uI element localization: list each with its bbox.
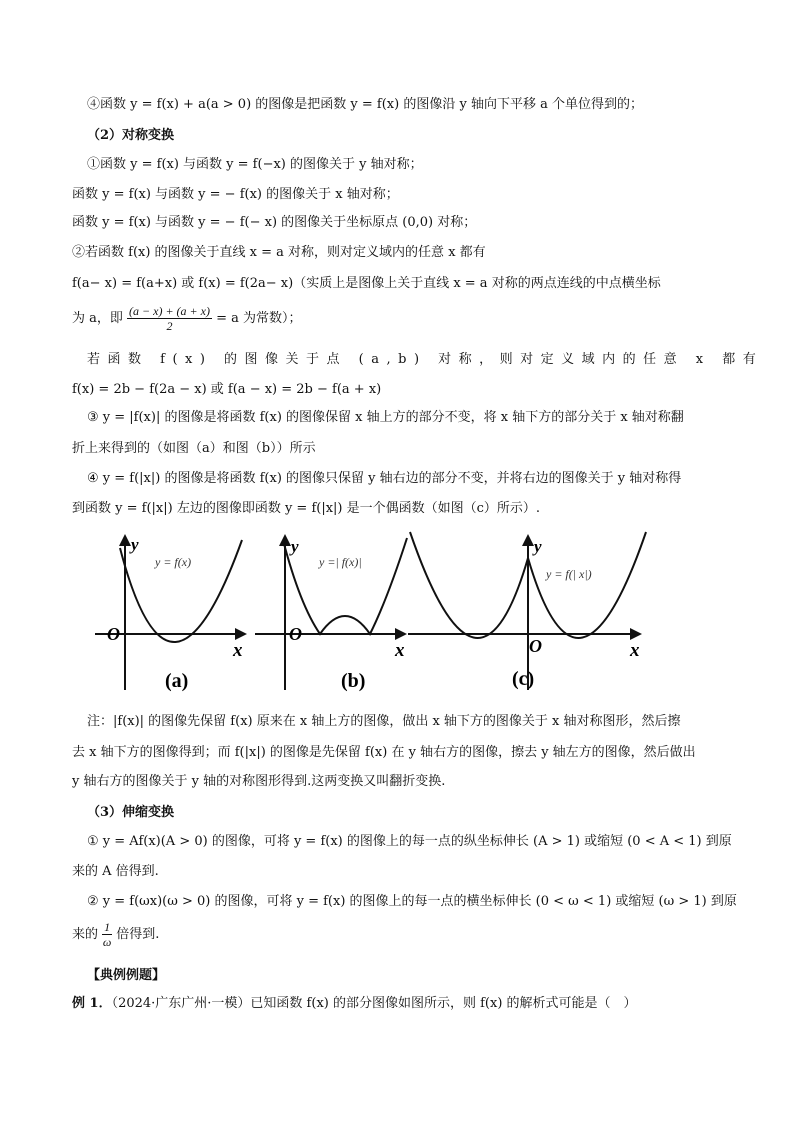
text-line: ② y = f(ωx)(ω > 0) 的图像，可将 y = f(x) 的图像上的每一点的横坐标伸长 (0 < ω < 1) 或缩短 (ω > 1) 到原 — [87, 894, 737, 909]
y-label: y — [131, 535, 139, 554]
text-segment: 为 a，即 — [72, 311, 123, 326]
y-axis-arrow — [119, 534, 131, 546]
curve-abs-f — [283, 538, 407, 634]
fraction — [127, 304, 212, 333]
origin-label: O — [289, 624, 302, 644]
text-line: 到函数 y = f(|x|) 左边的图像即函数 y = f(|x|) 是一个偶函数（如图（c）所示）. — [72, 501, 541, 516]
y-label: y — [534, 537, 542, 556]
note-line: y 轴右方的图像关于 y 轴的对称图形得到.这两变换又叫翻折变换. — [72, 774, 446, 789]
fraction — [102, 920, 112, 949]
text-line: 来的 A 倍得到. — [72, 864, 159, 879]
text-line: ③ y = |f(x)| 的图像是将函数 f(x) 的图像保留 x 轴上方的部分不变，将 x 轴下方的部分关于 x 轴对称翻 — [87, 410, 684, 425]
x-label: x — [233, 640, 243, 661]
text-line: 函数 y = f(x) 与函数 y = − f(x) 的图像关于 x 轴对称； — [72, 187, 399, 202]
figure-caption: (c) — [512, 668, 535, 690]
text-line: 若函数 f(x) 的图像关于点 (a,b) 对称，则对定义域内的任意 x 都有 — [87, 352, 764, 367]
x-axis-arrow — [235, 628, 247, 640]
origin-label: O — [529, 636, 542, 656]
x-label: x — [630, 640, 640, 661]
text-line: ④ y = f(|x|) 的图像是将函数 f(x) 的图像只保留 y 轴右边的部分不变，并将右边的图像关于 y 轴对称得 — [87, 471, 682, 486]
x-axis-arrow — [395, 628, 407, 640]
text-line: 函数 y = f(x) 与函数 y = − f(− x) 的图像关于坐标原点 (0,0) 对称； — [72, 215, 477, 230]
example-body: （2024·广东广州·一模）已知函数 f(x) 的部分图像如图所示，则 f(x) 的解析式可能是（ ） — [111, 996, 637, 1011]
text-line: f(x) = 2b − f(2a − x) 或 f(a − x) = 2b − f(a + x) — [72, 382, 382, 397]
section-heading-symmetry: （2）对称变换 — [87, 128, 175, 143]
curve-right — [528, 532, 646, 638]
fraction-numerator: (a − x) + (a + x) — [129, 304, 210, 318]
note-line: 去 x 轴下方的图像得到；而 f(|x|) 的图像是先保留 f(x) 在 y 轴右方的图像，擦去 y 轴左方的图像，然后做出 — [72, 745, 696, 760]
text-line: 折上来得到的（如图（a）和图（b））所示 — [72, 441, 316, 456]
y-label: y — [291, 537, 299, 556]
y-axis-arrow — [522, 534, 534, 546]
origin-label: O — [107, 624, 120, 644]
fraction-denominator: 2 — [166, 319, 173, 333]
section-heading-examples: 【典例例题】 — [87, 968, 166, 983]
text-line: ④函数 y = f(x) + a(a > 0) 的图像是把函数 y = f(x) 的图像沿 y 轴向下平移 a 个单位得到的； — [87, 97, 643, 112]
text-line: f(a− x) = f(a+x) 或 f(x) = f(2a− x)（实质上是图像上关于直线 x = a 对称的两点连线的中点横坐标 — [72, 276, 661, 291]
text-line-fraction — [72, 304, 732, 334]
x-label: x — [395, 640, 405, 661]
text-line: ① y = Af(x)(A > 0) 的图像，可将 y = f(x) 的图像上的每一点的纵坐标伸长 (A > 1) 或缩短 (0 < A < 1) 到原 — [87, 834, 732, 849]
text-line: ①函数 y = f(x) 与函数 y = f(−x) 的图像关于 y 轴对称； — [87, 157, 423, 172]
example-number: 例 1． — [72, 996, 112, 1011]
x-axis-arrow — [630, 628, 642, 640]
curve-left — [410, 532, 528, 638]
note-line: 注：|f(x)| 的图像先保留 f(x) 原来在 x 轴上方的图像，做出 x 轴下方的图像关于 x 轴对称图形，然后擦 — [87, 714, 681, 729]
text-line: ②若函数 f(x) 的图像关于直线 x = a 对称，则对定义域内的任意 x 都有 — [72, 245, 486, 260]
curve-equation: y = f(x) — [155, 555, 192, 569]
example-text — [72, 996, 637, 1011]
figure-a — [95, 530, 255, 700]
curve-equation: y = f(| x|) — [546, 567, 592, 581]
text-segment: 来的 — [72, 927, 99, 942]
fraction-denominator: ω — [102, 935, 112, 949]
figure-c — [408, 530, 653, 700]
text-segment: = a 为常数）； — [216, 311, 302, 326]
text-segment: 倍得到. — [116, 927, 160, 942]
section-heading-scaling: （3）伸缩变换 — [87, 805, 175, 820]
figure-b — [255, 530, 415, 700]
figure-caption: (b) — [341, 670, 366, 692]
text-line-fraction — [72, 920, 732, 950]
curve-equation: y =| f(x)| — [319, 555, 362, 569]
figure-caption: (a) — [165, 670, 189, 692]
fraction-numerator: 1 — [104, 920, 111, 934]
example-question — [72, 994, 732, 1014]
